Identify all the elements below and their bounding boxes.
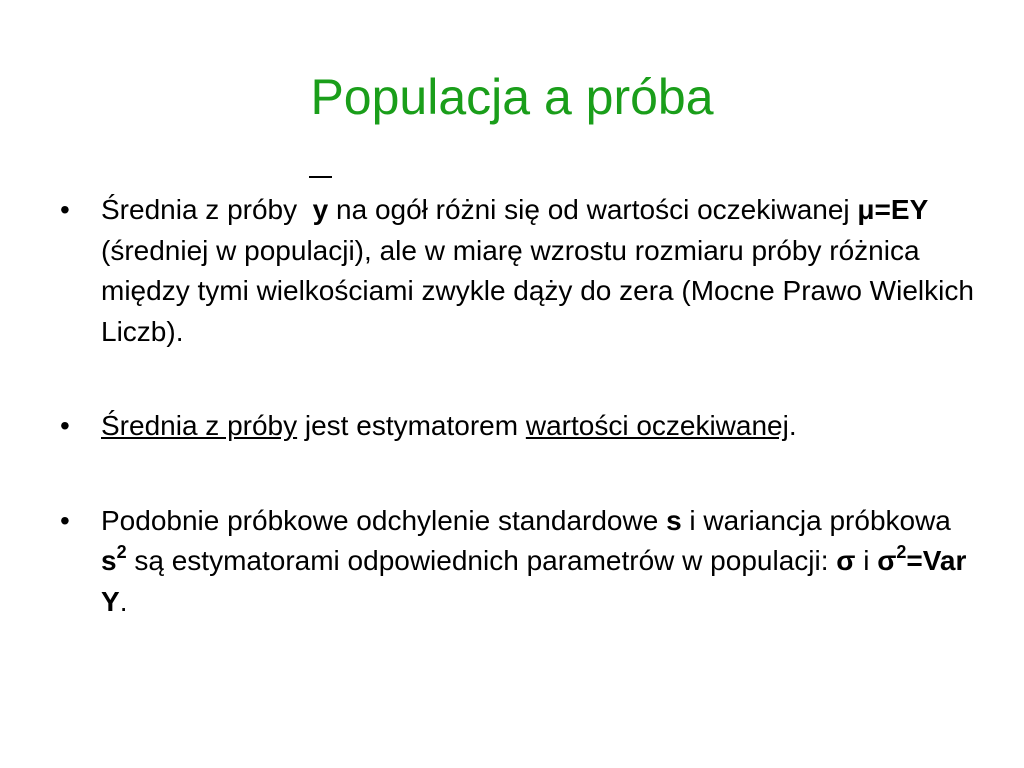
- text: i: [863, 545, 870, 576]
- text: Średnia z próby: [101, 194, 298, 225]
- link-expected-value[interactable]: wartości oczekiwanej: [525, 410, 789, 441]
- symbol-s-squared: $s^2$: [101, 541, 127, 576]
- bullet-dot: •: [60, 504, 70, 536]
- text: .: [788, 410, 797, 441]
- mu-equals-ey: μ=EY: [857, 194, 929, 225]
- text: na ogół różni się od wartości oczekiwanej: [336, 194, 850, 225]
- sigma-squared-var-y: $\sigma^2=Var$ Y: [101, 541, 967, 617]
- link-sample-mean[interactable]: Średnia z próby: [101, 410, 298, 441]
- symbol-sigma: σ: [836, 545, 856, 576]
- symbol-s: s: [666, 504, 682, 536]
- bullet-dot: •: [60, 194, 70, 225]
- bullet-item-estimator: [56, 406, 976, 447]
- bullet-list: [56, 190, 976, 622]
- text: (średniej w populacji), ale w miarę wzrostu rozmiaru próby różnica między tymi wielkościami zwykle dąży do zera (Mocne Prawo Wielkich Liczb).: [101, 234, 974, 347]
- slide-title: Populacja a próba: [310, 69, 714, 125]
- text: .: [119, 585, 128, 617]
- text: jest estymatorem: [304, 410, 519, 441]
- y-bar-symbol: y: [313, 190, 329, 231]
- bullet-dot: •: [60, 410, 70, 441]
- text: są estymatorami odpowiednich parametrów w populacji:: [134, 545, 829, 576]
- bullet-item-std-dev: [56, 501, 976, 623]
- text: i wariancja próbkowa: [689, 504, 951, 536]
- bullet-item-sample-mean: [56, 190, 976, 352]
- text: Podobnie próbkowe odchylenie standardowe: [101, 504, 659, 536]
